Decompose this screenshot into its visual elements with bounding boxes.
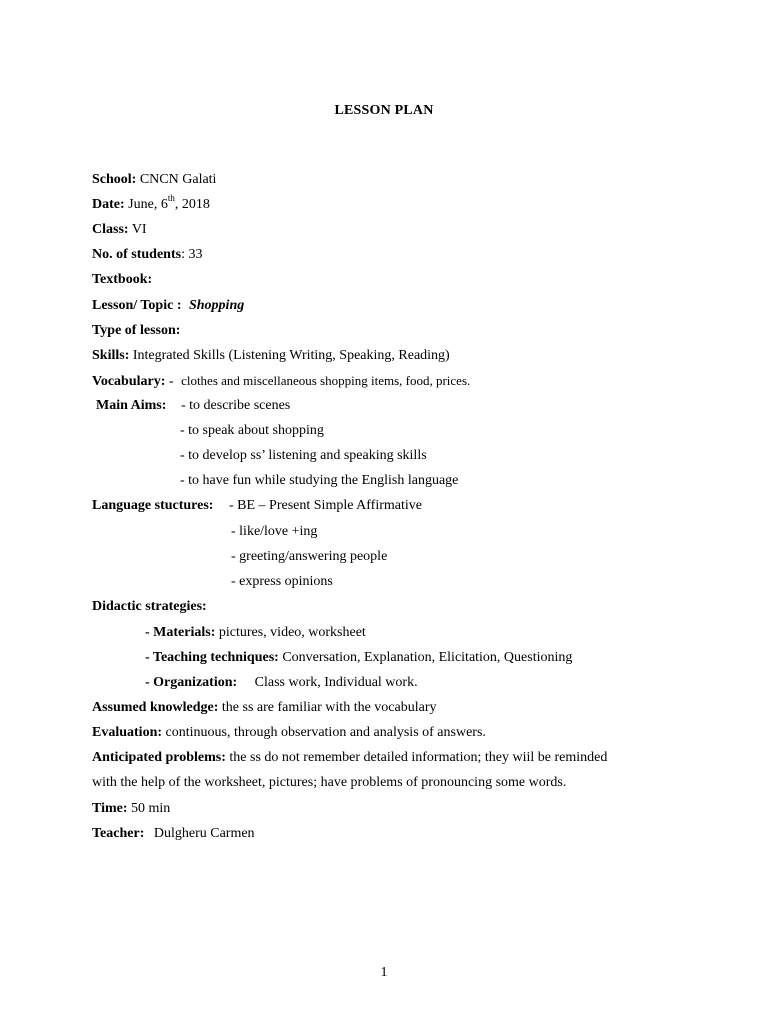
main-aims-item: - to speak about shopping [180,423,324,438]
class-line [92,221,147,238]
anticipated-problems-continuation: with the help of the worksheet, pictures; have problems of pronouncing some words. [92,775,567,790]
assumed-knowledge-value: the ss are familiar with the vocabulary [221,700,437,715]
textbook-line [92,271,152,288]
materials-label: - Materials: [145,625,216,640]
main-aims-label: Main Aims: [96,398,167,413]
organization-label: - Organization: [145,675,238,690]
materials-line [145,624,366,641]
school-line [92,171,216,188]
evaluation-value: continuous, through observation and analysis of answers. [165,725,486,740]
assumed-knowledge-line [92,699,437,716]
vocabulary-label: Vocabulary: [92,374,166,389]
date-value-year: , 2018 [174,197,210,212]
skills-value: Integrated Skills (Listening Writing, Speaking, Reading) [132,348,450,363]
teacher-line [92,825,255,842]
date-value [128,193,210,212]
didactic-strategies-label: Didactic strategies: [92,599,207,614]
language-structure-item: - BE – Present Simple Affirmative [229,498,422,513]
anticipated-problems-label: Anticipated problems: [92,750,226,765]
vocabulary-value: clothes and miscellaneous shopping items, food, prices. [181,373,471,388]
page-number: 1 [380,965,388,980]
language-structures-line [92,497,213,514]
class-label: Class: [92,222,129,237]
students-line [92,246,202,263]
main-aims-item: - to develop ss’ listening and speaking skills [180,448,427,463]
didactic-strategies-line [92,598,207,615]
date-line [92,193,210,213]
assumed-knowledge-label: Assumed knowledge: [92,700,219,715]
teacher-label: Teacher: [92,826,145,841]
organization-line [145,674,418,691]
topic-label: Lesson/ Topic : [92,298,182,313]
language-structure-item: - express opinions [231,574,333,589]
time-value: 50 min [131,801,171,816]
techniques-label: - Teaching techniques: [145,650,279,665]
date-value-ordinal: th [167,193,175,204]
language-structures-label: Language stuctures: [92,498,214,513]
school-value: CNCN Galati [139,172,217,187]
students-label: No. of students [92,247,182,262]
main-aims-item: - to have fun while studying the English language [180,473,459,488]
textbook-label: Textbook: [92,272,153,287]
anticipated-problems-value: the ss do not remember detailed information; they wiil be reminded [229,750,608,765]
school-label: School: [92,172,137,187]
anticipated-problems-line [92,749,607,766]
evaluation-label: Evaluation: [92,725,163,740]
techniques-value: Conversation, Explanation, Elicitation, Questioning [282,650,573,665]
techniques-line [145,649,572,666]
date-label: Date: [92,197,125,212]
lesson-type-line [92,322,180,339]
document-title: LESSON PLAN [334,103,434,118]
skills-label: Skills: [92,348,130,363]
vocabulary-dash: - [168,374,174,389]
students-value: : 33 [181,247,203,262]
topic-line [92,297,244,314]
date-value-day: June, 6 [128,197,168,212]
class-value: VI [131,222,147,237]
teacher-value: Dulgheru Carmen [153,826,255,841]
language-structure-item: - like/love +ing [231,524,318,539]
language-structure-item: - greeting/answering people [231,549,388,564]
skills-line [92,347,450,364]
evaluation-line [92,724,486,741]
materials-value: pictures, video, worksheet [218,625,366,640]
lesson-type-label: Type of lesson: [92,323,181,338]
time-line [92,800,170,817]
topic-value: Shopping [188,298,245,313]
main-aims-item: - to describe scenes [181,398,291,413]
main-aims-line [96,397,166,414]
time-label: Time: [92,801,128,816]
vocabulary-line [92,372,470,390]
organization-value: Class work, Individual work. [254,675,418,690]
